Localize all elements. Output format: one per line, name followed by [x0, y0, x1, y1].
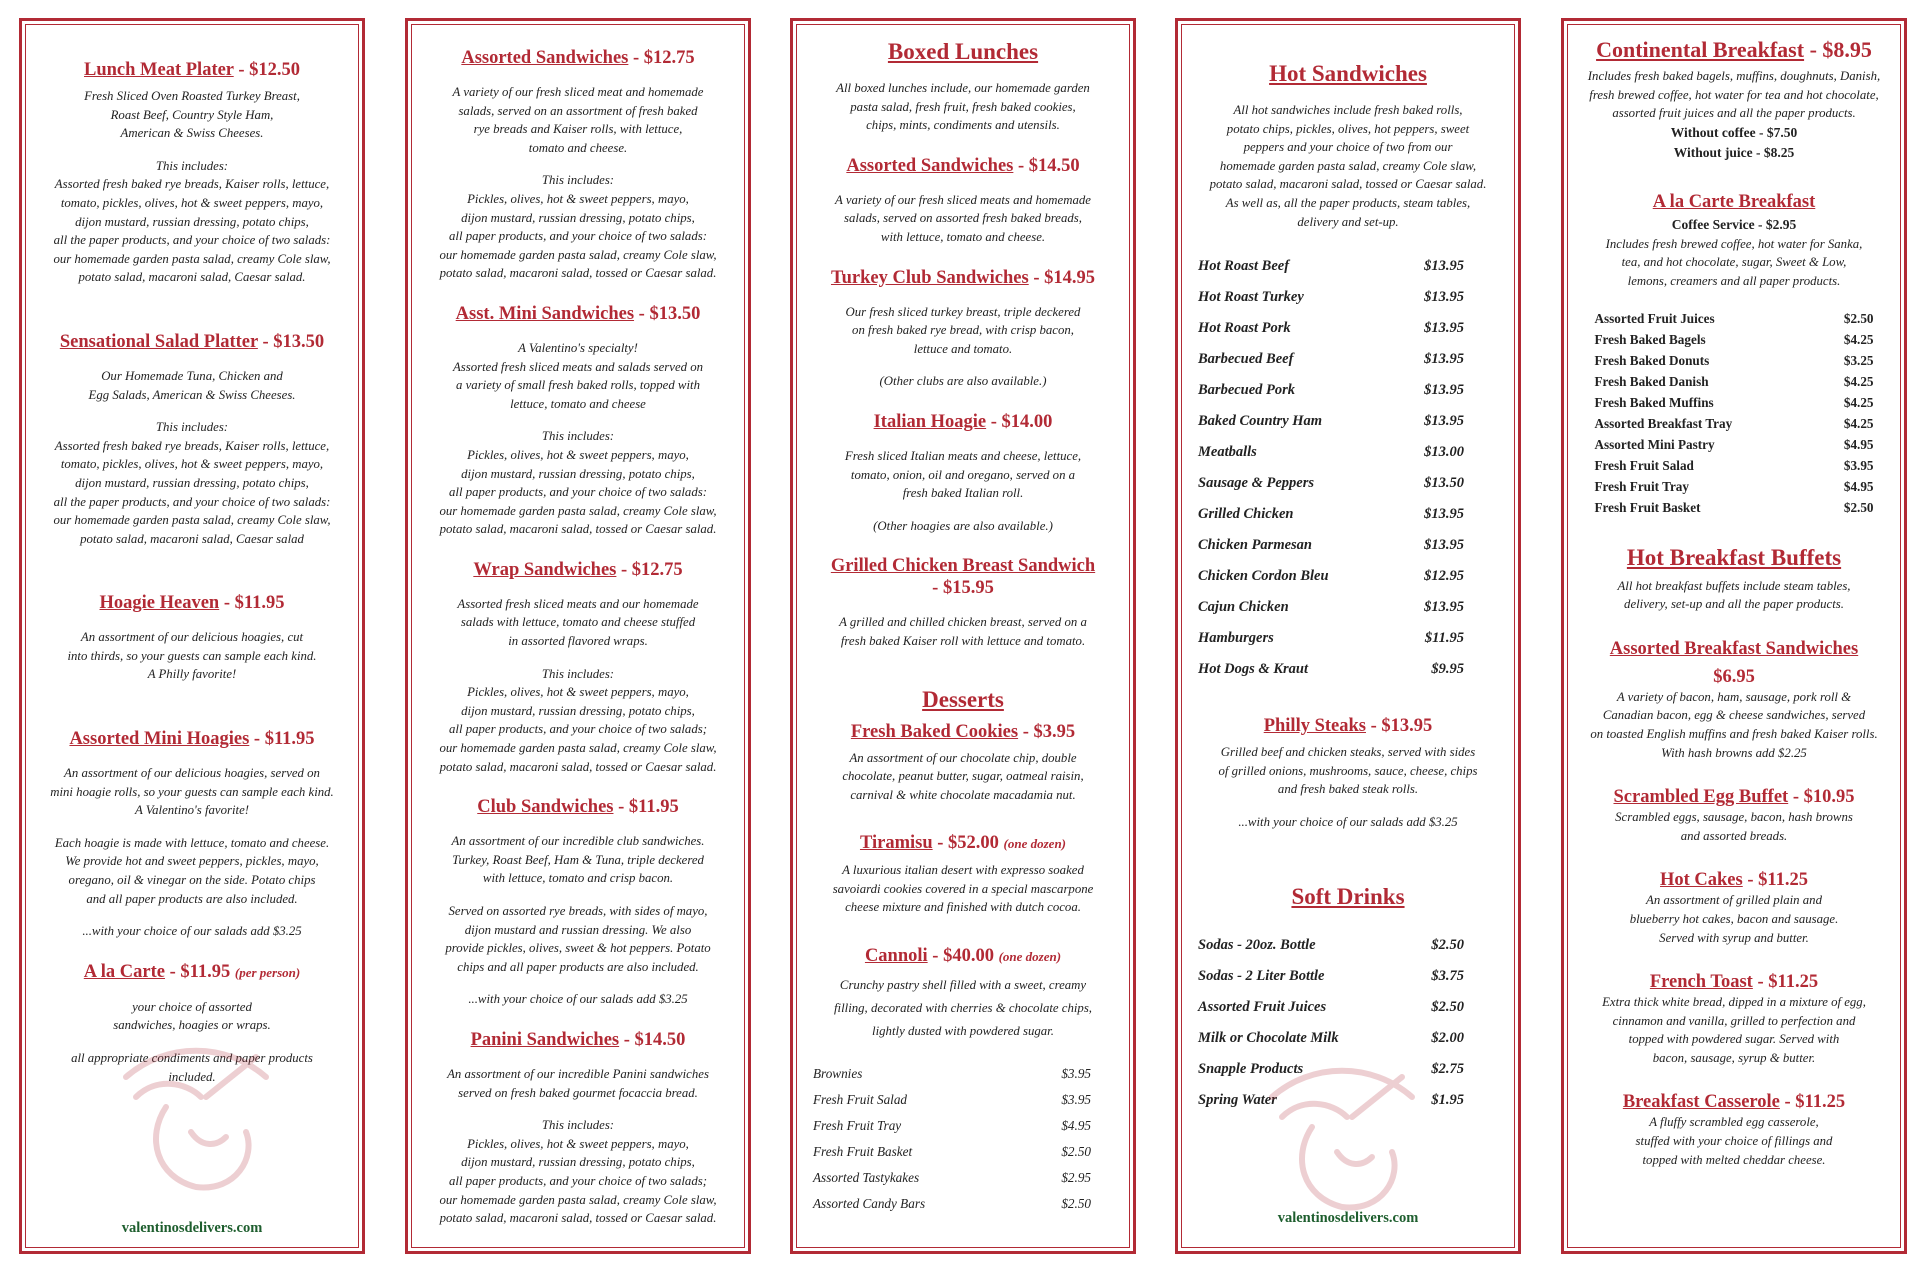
- cannoli-heading: Cannoli - $40.00 (one dozen): [864, 946, 1062, 967]
- table-row: Milk or Chocolate Milk $2.00: [1198, 1029, 1464, 1046]
- table-row: Fresh Fruit Salad $3.95: [813, 1092, 1091, 1108]
- assorted-sandwiches-heading: Assorted Sandwiches - $12.75: [461, 48, 695, 68]
- breakfast-casserole-desc: A fluffy scrambled egg casserole, stuffed with your choice of fillings and topped with melted cheddar cheese.: [1635, 1115, 1833, 1167]
- hoagie-heaven-desc: An assortment of our delicious hoagies, cut into thirds, so your guests can sample each kind. A Philly favorite!: [67, 630, 317, 682]
- cookies-desc: An assortment of our chocolate chip, double chocolate, peanut butter, sugar, oatmeal raisin, carnival & white chocolate macadamia nut.: [842, 750, 1084, 802]
- table-row: Baked Country Ham $13.95: [1198, 413, 1464, 430]
- a-la-carte-desc2: all appropriate condiments and paper products included.: [71, 1051, 313, 1084]
- hot-cakes-desc: An assortment of grilled plain and blueberry hot cakes, bacon and sausage. Served with syrup and butter.: [1629, 893, 1839, 945]
- salad-platter-includes: This includes: Assorted fresh baked rye breads, Kaiser rolls, lettuce, tomato, pickles, olives, hot & sweet peppers, mayo, dijon mustard, russian dressing, potato chips, all the paper products, and your choice of two salads: our homemade garden pasta salad, creamy Cole slaw, potato salad, macaroni salad, Caesar salad: [53, 420, 331, 546]
- table-row: Assorted Fruit Juices $2.50: [1594, 311, 1874, 327]
- assorted-sandwiches-includes: This includes: Pickles, olives, hot & sweet peppers, mayo, dijon mustard, russian dressing, potato chips, all paper products, and your choice of two salads: our homemade garden pasta salad, creamy Cole slaw, potato salad, macaroni salad, tossed or Caesar salad.: [439, 173, 717, 281]
- table-row: Assorted Fruit Juices $2.50: [1198, 998, 1464, 1015]
- alacarte-desc: Includes fresh brewed coffee, hot water for Sanka, tea, and hot chocolate, sugar, Sweet & Low, lemons, creamers and all paper products.: [1605, 236, 1863, 288]
- hot-breakfast-buffets-title: Hot Breakfast Buffets: [1626, 544, 1842, 570]
- website-link[interactable]: valentinosdelivers.com: [1277, 1210, 1419, 1226]
- table-row: Sausage & Peppers $13.50: [1198, 475, 1464, 492]
- boxed-assorted-desc: A variety of our fresh sliced meats and homemade salads, served on assorted fresh baked breads, with lettuce, tomato and cheese.: [835, 192, 1091, 244]
- table-row: Grilled Chicken $13.95: [1198, 506, 1464, 523]
- table-row: Hot Dogs & Kraut $9.95: [1198, 661, 1464, 678]
- breakfast-sandwiches-desc: A variety of bacon, ham, sausage, pork roll & Canadian bacon, egg & cheese sandwiches, served on toasted English muffins and fresh baked Kaiser rolls. With hash browns add $2.25: [1590, 689, 1878, 760]
- breakfast-items-table: [1590, 309, 1877, 519]
- grilled-chicken-heading: Grilled Chicken Breast Sandwich - $15.95: [830, 556, 1096, 599]
- table-row: Fresh Fruit Basket $2.50: [813, 1144, 1091, 1160]
- hoagie-heaven-heading: Hoagie Heaven - $11.95: [99, 593, 285, 614]
- table-row: Sodas - 20oz. Bottle $2.50: [1198, 936, 1464, 953]
- wrap-sandwiches-heading: Wrap Sandwiches - $12.75: [473, 559, 683, 580]
- table-row: Hamburgers $11.95: [1198, 630, 1464, 647]
- menu-panel-5: [1561, 18, 1907, 1254]
- lunch-meat-plater-heading: Lunch Meat Plater - $12.50: [84, 60, 300, 80]
- table-row: Hot Roast Pork $13.95: [1198, 320, 1464, 337]
- chef-watermark-icon: [106, 1037, 286, 1207]
- table-row: Fresh Fruit Basket $2.50: [1594, 500, 1874, 516]
- panini-sandwiches-includes: This includes: Pickles, olives, hot & sweet peppers, mayo, dijon mustard, russian dressing, potato chips, all paper products, and your choice of two salads; our homemade garden pasta salad, creamy Cole slaw, potato salad, macaroni salad, tossed or Caesar salad.: [439, 1118, 717, 1226]
- continental-desc: Includes fresh baked bagels, muffins, doughnuts, Danish, fresh brewed coffee, hot water for tea and hot chocolate, assorted fruit juices and all the paper products.: [1587, 69, 1881, 121]
- chef-watermark-icon: [1252, 1057, 1432, 1227]
- breakfast-casserole-heading: Breakfast Casserole - $11.25: [1622, 1092, 1846, 1113]
- table-row: Snapple Products $2.75: [1198, 1060, 1464, 1077]
- assorted-sandwiches-desc: A variety of our fresh sliced meat and homemade salads, served on an assortment of fresh baked rye breads and Kaiser rolls, with lettuce, tomato and cheese.: [452, 85, 704, 155]
- website-link[interactable]: valentinosdelivers.com: [121, 1220, 263, 1236]
- salad-platter-desc: Our Homemade Tuna, Chicken and Egg Salads, American & Swiss Cheeses.: [88, 368, 296, 402]
- french-toast-desc: Extra thick white bread, dipped in a mixture of egg, cinnamon and vanilla, grilled to perfection and topped with powdered sugar. Served with bacon, sausage, syrup & butter.: [1602, 995, 1866, 1065]
- alacarte-breakfast-heading: A la Carte Breakfast: [1652, 191, 1816, 212]
- boxed-assorted-heading: Assorted Sandwiches - $14.50: [846, 155, 1080, 176]
- scrambled-egg-desc: Scrambled eggs, sausage, bacon, hash browns and assorted breads.: [1615, 810, 1853, 843]
- wrap-sandwiches-includes: This includes: Pickles, olives, hot & sweet peppers, mayo, dijon mustard, russian dressing, potato chips, all paper products, and your choice of two salads; our homemade garden pasta salad, creamy Cole slaw, potato salad, macaroni salad, tossed or Caesar salad.: [439, 666, 717, 774]
- table-row: Barbecued Pork $13.95: [1198, 382, 1464, 399]
- menu-panel-4: [1175, 18, 1521, 1254]
- italian-hoagie-desc: Fresh sliced Italian meats and cheese, lettuce, tomato, onion, oil and oregano, served on a fresh baked Italian roll.: [844, 448, 1082, 501]
- philly-steaks-desc: Grilled beef and chicken steaks, served with sides of grilled onions, mushrooms, sauce, cheese, chips and fresh baked steak rolls.: [1218, 745, 1478, 797]
- lunch-meat-desc: Fresh Sliced Oven Roasted Turkey Breast, Roast Beef, Country Style Ham, American & Swiss Cheeses.: [84, 89, 300, 141]
- boxed-lunches-title: Boxed Lunches: [887, 39, 1039, 64]
- a-la-carte-desc: your choice of assorted sandwiches, hoagies or wraps.: [113, 999, 271, 1033]
- table-row: Spring Water $1.95: [1198, 1091, 1464, 1108]
- italian-hoagie-heading: Italian Hoagie - $14.00: [873, 411, 1053, 432]
- table-row: Brownies $3.95: [813, 1066, 1091, 1082]
- table-row: Hot Roast Turkey $13.95: [1198, 289, 1464, 306]
- scrambled-egg-heading: Scrambled Egg Buffet - $10.95: [1613, 787, 1855, 808]
- breakfast-sandwiches-heading: Assorted Breakfast Sandwiches $6.95: [1609, 638, 1859, 687]
- table-row: Fresh Baked Danish $4.25: [1594, 374, 1874, 390]
- panini-sandwiches-desc: An assortment of our incredible Panini sandwiches served on fresh baked gourmet focaccia bread.: [447, 1066, 709, 1100]
- without-juice-text: Without juice - $8.25: [1673, 144, 1795, 160]
- boxed-lunches-desc: All boxed lunches include, our homemade garden pasta salad, fresh fruit, fresh baked cookies, chips, mints, condiments and utensils.: [836, 81, 1090, 133]
- cannoli-desc: Crunchy pastry shell filled with a sweet, creamy filling, decorated with cherries & chocolate chips, lightly dusted with powdered sugar.: [833, 978, 1093, 1039]
- table-row: Fresh Baked Muffins $4.25: [1594, 395, 1874, 411]
- club-sandwiches-desc: An assortment of our incredible club sandwiches. Turkey, Roast Beef, Ham & Tuna, triple deckered with lettuce, tomato and crisp bacon.: [451, 834, 705, 886]
- table-row: Fresh Fruit Tray $4.95: [813, 1118, 1091, 1134]
- menu-panel-3: [790, 18, 1136, 1254]
- turkey-club-desc: Our fresh sliced turkey breast, triple deckered on fresh baked rye bread, with crisp bacon, lettuce and tomato.: [845, 304, 1081, 356]
- desserts-title: Desserts: [922, 686, 1004, 712]
- table-row: Chicken Cordon Bleu $12.95: [1198, 568, 1464, 585]
- mini-hoagies-salads: ...with your choice of our salads add $3.25: [82, 924, 302, 939]
- turkey-club-heading: Turkey Club Sandwiches - $14.95: [830, 267, 1096, 288]
- mini-hoagies-desc: An assortment of our delicious hoagies, served on mini hoagie rolls, so your guests can sample each kind. A Valentino's favorite!: [50, 766, 334, 818]
- mini-sandwiches-desc: A Valentino's specialty! Assorted fresh sliced meats and salads served on a variety of small fresh baked rolls, topped with lettuce, tomato and cheese: [452, 340, 704, 411]
- table-row: Fresh Baked Donuts $3.25: [1594, 353, 1874, 369]
- mini-hoagies-desc2: Each hoagie is made with lettuce, tomato and cheese. We provide hot and sweet peppers, pickles, mayo, oregano, oil & vinegar on the side. Potato chips and all paper products are also included.: [54, 835, 330, 906]
- turkey-club-note: (Other clubs are also available.): [879, 374, 1047, 389]
- philly-salads: ...with your choice of our salads add $3.25: [1238, 814, 1458, 829]
- table-row: Cajun Chicken $13.95: [1198, 599, 1464, 616]
- wrap-sandwiches-desc: Assorted fresh sliced meats and our homemade salads with lettuce, tomato and cheese stuffed in assorted flavored wraps.: [457, 596, 699, 649]
- menu-panel-1: [19, 18, 365, 1254]
- hot-sandwiches-table: [1192, 251, 1504, 685]
- table-row: Hot Roast Beef $13.95: [1198, 258, 1464, 275]
- mini-hoagies-heading: Assorted Mini Hoagies - $11.95: [69, 729, 315, 750]
- italian-hoagie-note: (Other hoagies are also available.): [873, 518, 1053, 533]
- table-row: Assorted Breakfast Tray $4.25: [1594, 416, 1874, 432]
- table-row: Meatballs $13.00: [1198, 444, 1464, 461]
- table-row: Assorted Candy Bars $2.50: [813, 1196, 1091, 1212]
- table-row: Fresh Fruit Tray $4.95: [1594, 479, 1874, 495]
- salad-platter-heading: Sensational Salad Platter - $13.50: [59, 331, 325, 352]
- table-row: Barbecued Beef $13.95: [1198, 351, 1464, 368]
- grilled-chicken-desc: A grilled and chilled chicken breast, served on a fresh baked Kaiser roll with lettuce and tomato.: [839, 615, 1087, 648]
- tiramisu-desc: A luxurious italian desert with expresso soaked savoiardi cookies covered in a special mascarpone cheese mixture and finished with dutch cocoa.: [832, 863, 1094, 915]
- table-row: Fresh Fruit Salad $3.95: [1594, 458, 1874, 474]
- table-row: Assorted Tastykakes $2.95: [813, 1170, 1091, 1186]
- hot-cakes-heading: Hot Cakes - $11.25: [1659, 870, 1808, 891]
- lunch-meat-includes: This includes: Assorted fresh baked rye breads, Kaiser rolls, lettuce, tomato, pickles, olives, hot & sweet peppers, mayo, dijon mustard, russian dressing, potato chips, all the paper products, and your choice of two salads: our homemade garden pasta salad, creamy Cole slaw, potato salad, macaroni salad, Caesar salad.: [53, 158, 331, 285]
- table-row: Chicken Parmesan $13.95: [1198, 537, 1464, 554]
- club-sandwiches-desc2: Served on assorted rye breads, with sides of mayo, dijon mustard and russian dressing. We also provide pickles, olives, sweet & hot peppers. Potato chips and all paper products are also included.: [445, 904, 711, 974]
- french-toast-heading: French Toast - $11.25: [1649, 972, 1819, 993]
- panini-sandwiches-heading: Panini Sandwiches - $14.50: [470, 1029, 686, 1050]
- cookies-heading: Fresh Baked Cookies - $3.95: [850, 721, 1076, 742]
- mini-sandwiches-includes: This includes: Pickles, olives, hot & sweet peppers, mayo, dijon mustard, russian dressing, potato chips, all paper products, and your choice of two salads: our homemade garden pasta salad, creamy Cole slaw, potato salad, macaroni salad, tossed or Caesar salad.: [439, 429, 717, 537]
- a-la-carte-heading: A la Carte - $11.95 (per person): [83, 961, 301, 982]
- hot-sandwiches-desc: All hot sandwiches include fresh baked rolls, potato chips, pickles, olives, hot peppers, sweet peppers and your choice of two from our homemade garden pasta salad, creamy Cole slaw, potato salad, macaroni salad, tossed or Caesar salad. As well as, all the paper products, steam tables, delivery and set-up.: [1209, 103, 1487, 229]
- philly-steaks-heading: Philly Steaks - $13.95: [1263, 716, 1433, 737]
- coffee-service-text: Coffee Service - $2.95: [1671, 216, 1797, 232]
- hot-sandwiches-title: Hot Sandwiches: [1269, 61, 1427, 86]
- soft-drinks-title: Soft Drinks: [1291, 883, 1405, 909]
- table-row: Sodas - 2 Liter Bottle $3.75: [1198, 967, 1464, 984]
- table-row: Assorted Mini Pastry $4.95: [1594, 437, 1874, 453]
- buffets-desc: All hot breakfast buffets include steam tables, delivery, set-up and all the paper products.: [1617, 578, 1851, 612]
- continental-breakfast-heading: Continental Breakfast - $8.95: [1596, 37, 1872, 62]
- dessert-items-table: [807, 1061, 1119, 1217]
- table-row: Fresh Baked Bagels $4.25: [1594, 332, 1874, 348]
- club-sandwiches-heading: Club Sandwiches - $11.95: [477, 797, 679, 818]
- menu-panel-2: [405, 18, 751, 1254]
- without-coffee-text: Without coffee - $7.50: [1670, 124, 1798, 140]
- tiramisu-heading: Tiramisu - $52.00 (one dozen): [859, 833, 1067, 854]
- mini-sandwiches-heading: Asst. Mini Sandwiches - $13.50: [455, 303, 701, 324]
- club-sandwiches-salads: ...with your choice of our salads add $3.25: [468, 992, 688, 1007]
